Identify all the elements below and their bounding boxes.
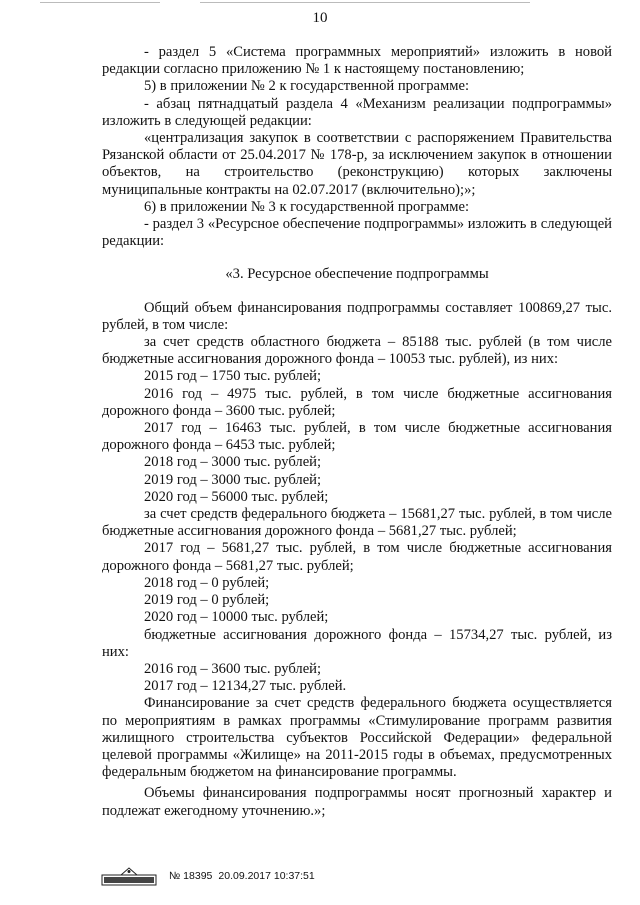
- paragraph: 5) в приложении № 2 к государственной программе:: [144, 78, 470, 95]
- paragraph: Объемы финансирования подпрограммы носят прогнозный характер и подлежат ежегодному уточнению.»;: [102, 785, 612, 819]
- paragraph: 6) в приложении № 3 к государственной программе:: [144, 198, 470, 215]
- paragraph: - раздел 3 «Ресурсное обеспечение подпрограммы» изложить в следующей редакции:: [102, 216, 612, 250]
- office-stamp-icon: [101, 866, 157, 886]
- document-timestamp: 20.09.2017 10:37:51: [218, 870, 315, 882]
- paragraph: 2018 год – 0 рублей;: [144, 574, 270, 591]
- document-footer: [101, 864, 315, 888]
- paragraph: - раздел 5 «Система программных мероприятий» изложить в новой редакции согласно приложению № 1 к настоящему постановлению;: [102, 44, 612, 78]
- paragraph: 2020 год – 56000 тыс. рублей;: [144, 488, 329, 505]
- paragraph: 2015 год – 1750 тыс. рублей;: [144, 368, 322, 385]
- scan-artifact: [40, 2, 160, 3]
- paragraph: - абзац пятнадцатый раздела 4 «Механизм реализации подпрограммы» изложить в следующей редакции:: [102, 95, 612, 129]
- page-number: 10: [312, 10, 328, 26]
- paragraph: Финансирование за счет средств федерального бюджета осуществляется по мероприятиям в рамках программы «Стимулирование программ развития жилищного строительства субъектов Российской Федерации» федеральной целевой программы «Жилище» на 2011-2015 годы в объемах, предусмотренных федеральным бюджетом на финансирование программы.: [102, 695, 612, 781]
- paragraph: Общий объем финансирования подпрограммы составляет 100869,27 тыс. рублей, в том числе:: [102, 299, 612, 333]
- quoted-paragraph: «централизация закупок в соответствии с распоряжением Правительства Рязанской области от 25.04.2017 № 178-р, за исключением закупок в отношении объектов, на строительство (реконструкцию) которых заключены муниципальные контракты на 02.07.2017 (включительно);»;: [102, 130, 612, 198]
- paragraph: 2018 год – 3000 тыс. рублей;: [144, 454, 322, 471]
- paragraph: 2019 год – 3000 тыс. рублей;: [144, 471, 322, 488]
- paragraph: 2016 год – 4975 тыс. рублей, в том числе бюджетные ассигнования дорожного фонда – 3600 тыс. рублей;: [102, 385, 612, 419]
- paragraph: 2017 год – 12134,27 тыс. рублей.: [144, 678, 347, 695]
- section-heading: «3. Ресурсное обеспечение подпрограммы: [225, 266, 489, 283]
- paragraph: 2019 год – 0 рублей;: [144, 592, 270, 609]
- paragraph: 2020 год – 10000 тыс. рублей;: [144, 609, 329, 626]
- scan-artifact: [200, 2, 530, 3]
- document-body: [102, 44, 612, 820]
- paragraph: за счет средств федерального бюджета – 15681,27 тыс. рублей, в том числе бюджетные ассигнования дорожного фонда – 5681,27 тыс. рублей;: [102, 506, 612, 540]
- paragraph: 2016 год – 3600 тыс. рублей;: [144, 660, 322, 677]
- paragraph: бюджетные ассигнования дорожного фонда – 15734,27 тыс. рублей, из них:: [102, 626, 612, 660]
- paragraph: за счет средств областного бюджета – 85188 тыс. рублей (в том числе бюджетные ассигнования дорожного фонда – 10053 тыс. рублей), из них:: [102, 334, 612, 368]
- document-number: № 18395: [169, 870, 213, 882]
- paragraph: 2017 год – 16463 тыс. рублей, в том числе бюджетные ассигнования дорожного фонда – 6453 тыс. рублей;: [102, 420, 612, 454]
- paragraph: 2017 год – 5681,27 тыс. рублей, в том числе бюджетные ассигнования дорожного фонда – 5681,27 тыс. рублей;: [102, 540, 612, 574]
